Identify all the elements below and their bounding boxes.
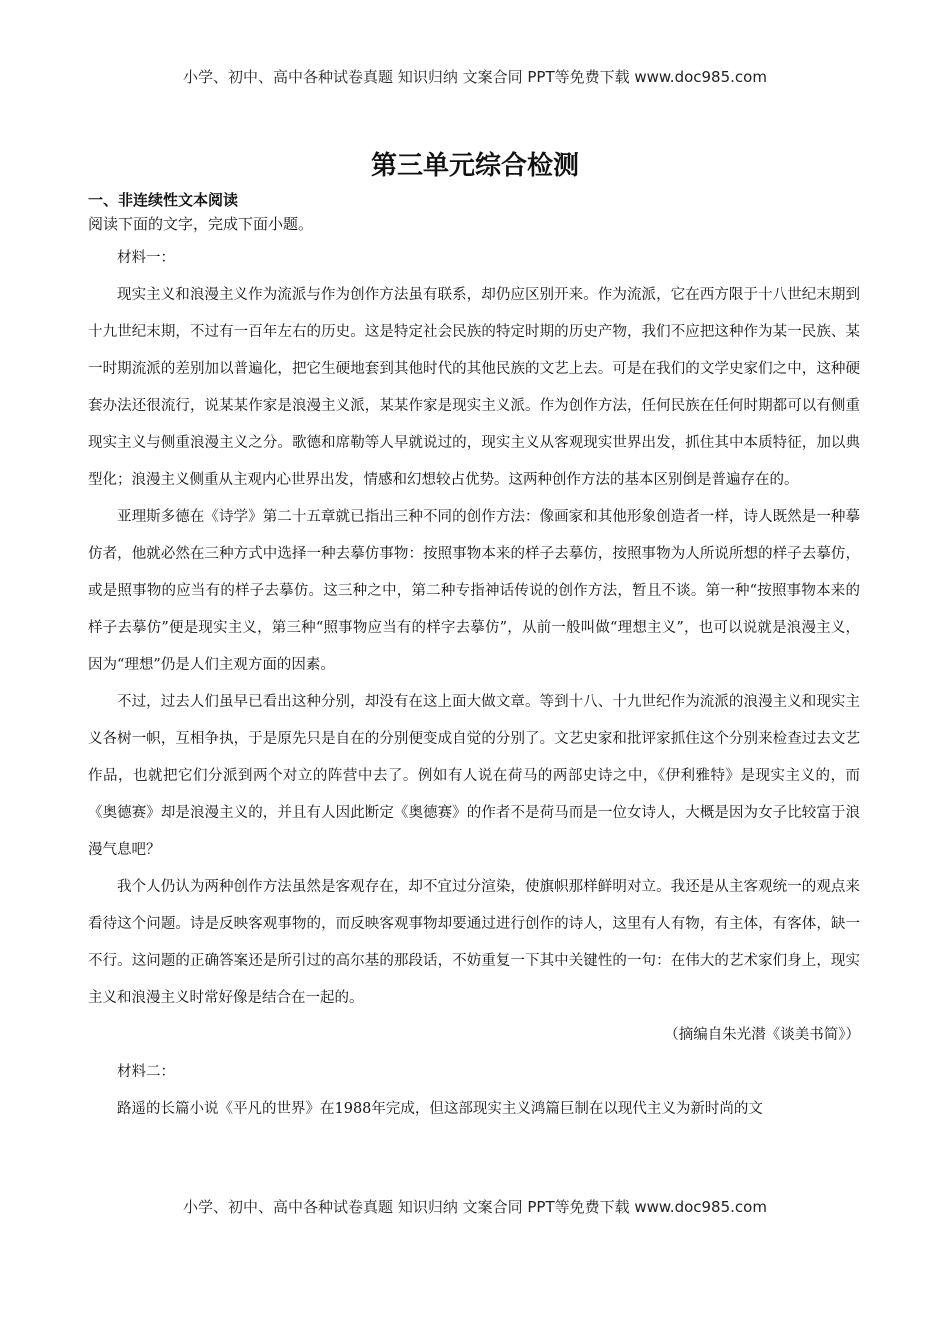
material-1-paragraph-4: 我个人仍认为两种创作方法虽然是客观存在，却不宜过分渲染，使旗帜那样鲜明对立。我还是从主客观统一的观点来看待这个问题。诗是反映客观事物的，而反映客观事物却要通过进行创作的诗人，这里有人有物，有主体，有客体，缺一不行。这问题的正确答案还是所引过的高尔基的那段话，不妨重复一下其中关键性的一句：在伟大的艺术家们身上，现实主义和浪漫主义时常好像是结合在一起的。	[88, 879, 860, 1006]
material-1-source: （摘编自朱光潜《谈美书简》）	[664, 1027, 860, 1043]
material-2-label: 材料二：	[117, 1064, 175, 1080]
material-1-paragraph-2: 亚理斯多德在《诗学》第二十五章就已指出三种不同的创作方法：像画家和其他形象创造者一样，诗人既然是一种摹仿者，他就必然在三种方式中选择一种去摹仿事物：按照事物本来的样子去摹仿，按照事物为人所说所想的样子去摹仿，或是照事物的应当有的样子去摹仿。这三种之中，第二种专指神话传说的创作方法，暂且不谈。第一种“按照事物本来的样子去摹仿”便是现实主义，第三种“照事物应当有的样字去摹仿”，从前一般叫做“理想主义”，也可以说就是浪漫主义，因为“理想”仍是人们主观方面的因素。	[88, 509, 860, 673]
page-footer: 小学、初中、高中各种试卷真题 知识归纳 文案合同 PPT等免费下载 www.doc985.com	[183, 1198, 767, 1216]
section-heading: 一、非连续性文本阅读	[88, 191, 239, 209]
page-title: 第三单元综合检测	[370, 151, 579, 181]
section-instruction: 阅读下面的文字，完成下面小题。	[88, 215, 314, 233]
material-1-label: 材料一：	[117, 250, 175, 266]
material-1-paragraph-3: 不过，过去人们虽早已看出这种分别，却没有在这上面大做文章。等到十八、十九世纪作为流派的浪漫主义和现实主义各树一帜，互相争执，于是原先只是自在的分别便变成自觉的分别了。文艺史家和批评家抓住这个分别来检查过去文艺作品，也就把它们分派到两个对立的阵营中去了。例如有人说在荷马的两部史诗之中，《伊利雅特》是现实主义的，而《奥德赛》却是浪漫主义的，并且有人因此断定《奥德赛》的作者不是荷马而是一位女诗人，大概是因为女子比较富于浪漫气息吧？	[88, 694, 860, 858]
article-body	[88, 240, 860, 1128]
page-header: 小学、初中、高中各种试卷真题 知识归纳 文案合同 PPT等免费下载 www.doc985.com	[183, 68, 767, 86]
material-2-paragraph-1: 路遥的长篇小说《平凡的世界》在1988年完成，但这部现实主义鸿篇巨制在以现代主义为新时尚的文	[117, 1101, 763, 1117]
material-1-paragraph-1: 现实主义和浪漫主义作为流派与作为创作方法虽有联系，却仍应区别开来。作为流派，它在西方限于十八世纪末期到十九世纪末期，不过有一百年左右的历史。这是特定社会民族的特定时期的历史产物，我们不应把这种作为某一民族、某一时期流派的差别加以普遍化，把它生硬地套到其他时代的其他民族的文艺上去。可是在我们的文学史家们之中，这种硬套办法还很流行，说某某作家是浪漫主义派，某某作家是现实主义派。作为创作方法，任何民族在任何时期都可以有侧重现实主义与侧重浪漫主义之分。歌德和席勒等人早就说过的，现实主义从客观现实世界出发，抓住其中本质特征，加以典型化；浪漫主义侧重从主观内心世界出发，情感和幻想较占优势。这两种创作方法的基本区别倒是普遍存在的。	[88, 287, 860, 488]
